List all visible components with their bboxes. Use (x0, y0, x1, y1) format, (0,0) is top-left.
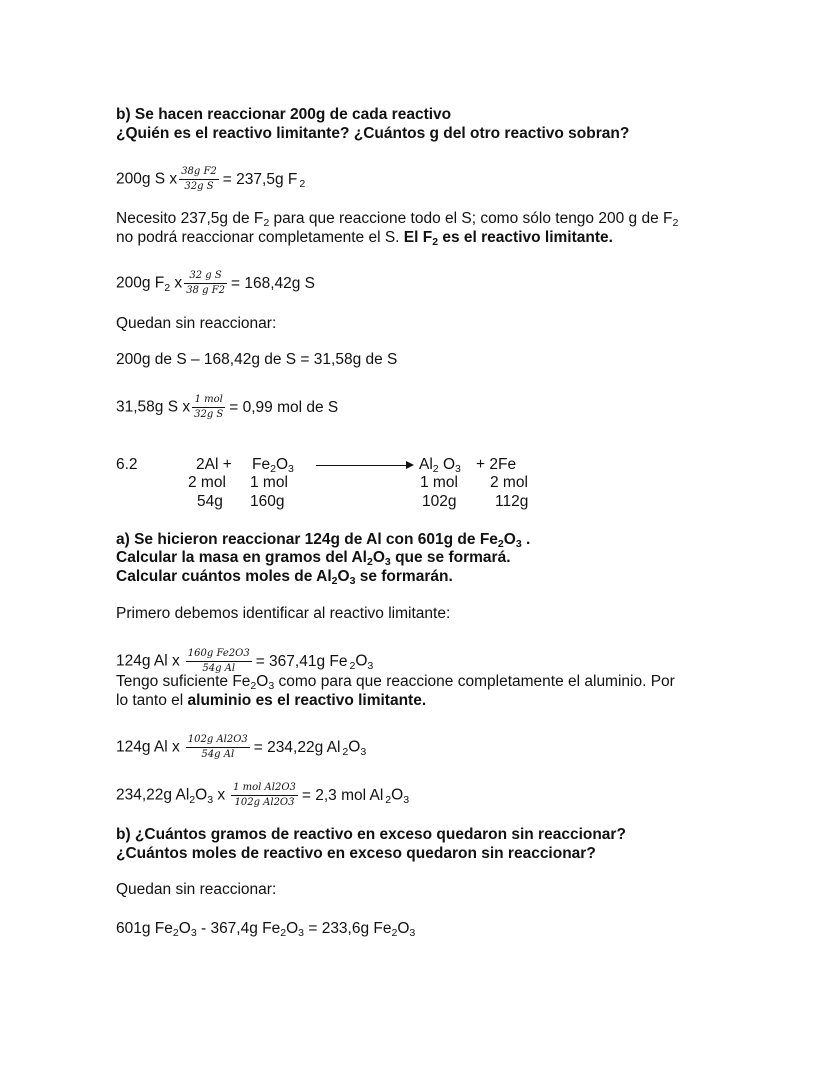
paragraph-2-line-2: lo tanto el aluminio es el reactivo limitante. (116, 692, 427, 709)
final-subtraction: 601g $Fe_2O_3 - 367,4g$ $Fe_2O_3 = 233,6g$ $Fe_2O_3$ (116, 920, 416, 940)
heading-section-a: a) Se hicieron reaccionar 124g de Al con 601g de $Fe_2O_3$ . (116, 531, 531, 551)
heading-calc-masa: Calcular la masa en gramos del $Al_2O_3$ que se formará. (116, 549, 511, 569)
equation-4: 124g Al x $\frac{\text{160g Fe2O3}}{\text{54g Al}}$ = 367,41g Fe $_2O_3$ (116, 648, 374, 674)
heading-calc-moles: Calcular cuántos moles de $Al_2O_3$ se formarán. (116, 568, 453, 588)
reaction-number: 6.2 (116, 456, 138, 473)
equation-1: 200g S x $\frac{\text{38g F2}}{\text{32g S}}$ = 237,5g F $_2$ (116, 166, 306, 192)
reactant-fe2o3: $Fe_2O_3$ (252, 456, 294, 476)
mol-fe: 2 mol (490, 474, 528, 491)
paragraph-2-line-1: Tengo suficiente $Fe_2O_3$ como para que reaccione completamente el aluminio. Por (116, 673, 675, 693)
heading-question-limitante: ¿Quién es el reactivo limitante? ¿Cuántos g del otro reactivo sobran? (116, 125, 630, 142)
equation-6: 234,22g $Al_2O_3$ x $\frac{\text{1 mol Al2O3}}{\text{102g Al2O3}}$ = 2,3 mol Al $_2O_3$ (116, 782, 410, 808)
equation-2: 200g $F_2$ x $\frac{\text{32 g S}}{\text{38 g F2}}$ = 168,42g S (116, 270, 316, 296)
reaction-arrow (316, 465, 412, 466)
mol-al: 2 mol (188, 474, 226, 491)
product-al2o3: $Al_2$ $O_3$ (419, 456, 461, 476)
product-fe: + 2Fe (476, 456, 517, 473)
paragraph-1-line-1: Necesito 237,5g de $F_2$ para que reaccione todo el S; como sólo tengo 200 g de $F_2$ (116, 210, 679, 230)
subtraction-s: 200g de S – 168,42g de S = 31,58g de S (116, 351, 398, 368)
quedan-label-2: Quedan sin reaccionar: (116, 881, 277, 898)
heading-section-b: b) Se hacen reaccionar 200g de cada reactivo (116, 106, 452, 123)
mass-fe: 112g (495, 493, 529, 510)
mol-al2o3: 1 mol (420, 474, 458, 491)
mass-fe2o3: 160g (250, 493, 285, 510)
quedan-label-1: Quedan sin reaccionar: (116, 315, 277, 332)
equation-3: 31,58g S x $\frac{\text{1 mol}}{\text{32g S}}$ = 0,99 mol de S (116, 394, 339, 420)
equation-5: 124g Al x $\frac{\text{102g Al2O3}}{\text{54g Al}}$ = 234,22g Al $_2O_3$ (116, 734, 367, 760)
paragraph-1-line-2: no podrá reaccionar completamente el S. El $F_2$ es el reactivo limitante. (116, 229, 613, 249)
mass-al: 54g (197, 493, 223, 510)
mass-al2o3: 102g (422, 493, 457, 510)
heading-moles-exceso: ¿Cuántos moles de reactivo en exceso quedaron sin reaccionar? (116, 845, 596, 862)
heading-section-b2: b) ¿Cuántos gramos de reactivo en exceso quedaron sin reaccionar? (116, 826, 626, 843)
mol-fe2o3: 1 mol (250, 474, 288, 491)
intro-limitante: Primero debemos identificar al reactivo limitante: (116, 605, 451, 622)
reactant-al: 2Al + (196, 456, 232, 473)
